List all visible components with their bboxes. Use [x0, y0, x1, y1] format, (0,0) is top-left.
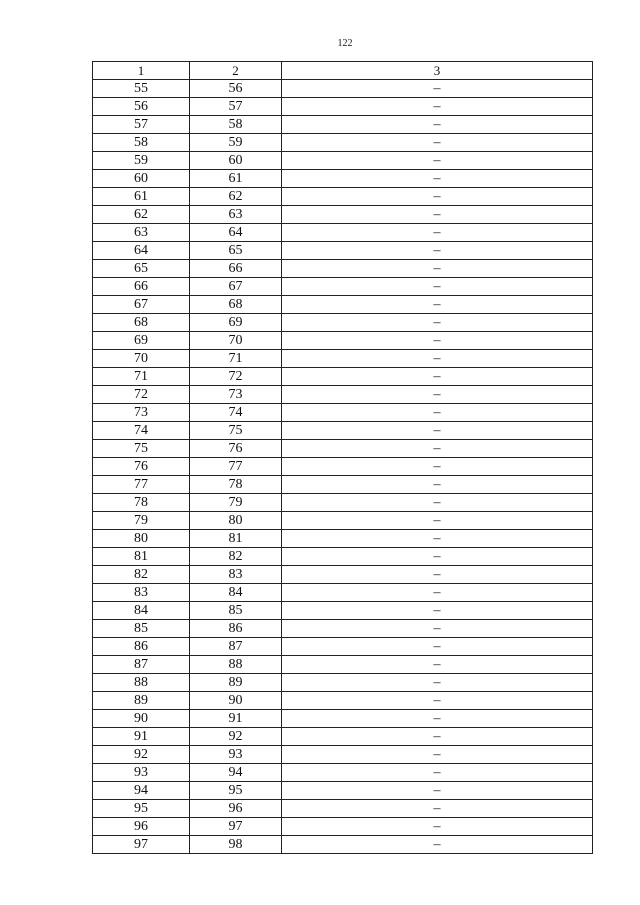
table-cell-col-3: – — [282, 224, 593, 242]
table-cell-col-3: – — [282, 458, 593, 476]
table-row — [93, 548, 593, 566]
table-cell-col-1: 79 — [93, 512, 190, 530]
table-cell-col-3: – — [282, 440, 593, 458]
table-row — [93, 188, 593, 206]
table-row — [93, 170, 593, 188]
table-row — [93, 458, 593, 476]
table-cell-col-1: 71 — [93, 368, 190, 386]
column-header-1: 1 — [93, 62, 190, 80]
table-cell-col-2: 93 — [190, 746, 282, 764]
table-row — [93, 368, 593, 386]
table-cell-col-2: 76 — [190, 440, 282, 458]
table-row — [93, 674, 593, 692]
table-cell-col-1: 96 — [93, 818, 190, 836]
table-cell-col-2: 90 — [190, 692, 282, 710]
table-cell-col-3: – — [282, 764, 593, 782]
table-cell-col-1: 89 — [93, 692, 190, 710]
table-row — [93, 260, 593, 278]
table-row — [93, 836, 593, 854]
page-number: 122 — [337, 38, 353, 49]
table-cell-col-2: 73 — [190, 386, 282, 404]
table-cell-col-1: 93 — [93, 764, 190, 782]
table-cell-col-3: – — [282, 98, 593, 116]
table-cell-col-1: 80 — [93, 530, 190, 548]
table-row — [93, 638, 593, 656]
table-cell-col-3: – — [282, 80, 593, 98]
table-row — [93, 800, 593, 818]
table-row — [93, 782, 593, 800]
table-body — [93, 80, 593, 854]
table-cell-col-3: – — [282, 386, 593, 404]
table-row — [93, 710, 593, 728]
table-row — [93, 332, 593, 350]
table-cell-col-3: – — [282, 782, 593, 800]
table-row — [93, 80, 593, 98]
table-cell-col-3: – — [282, 674, 593, 692]
table-cell-col-1: 56 — [93, 98, 190, 116]
table-cell-col-1: 64 — [93, 242, 190, 260]
table-cell-col-2: 82 — [190, 548, 282, 566]
table-cell-col-1: 95 — [93, 800, 190, 818]
table-cell-col-2: 81 — [190, 530, 282, 548]
table-cell-col-2: 59 — [190, 134, 282, 152]
table-row — [93, 530, 593, 548]
table-cell-col-1: 60 — [93, 170, 190, 188]
table-cell-col-1: 81 — [93, 548, 190, 566]
table-row — [93, 746, 593, 764]
table-row — [93, 728, 593, 746]
table-cell-col-3: – — [282, 206, 593, 224]
table-cell-col-3: – — [282, 170, 593, 188]
table-cell-col-3: – — [282, 476, 593, 494]
table-row — [93, 818, 593, 836]
table-row — [93, 206, 593, 224]
table-cell-col-3: – — [282, 602, 593, 620]
table-cell-col-1: 92 — [93, 746, 190, 764]
table-cell-col-1: 68 — [93, 314, 190, 332]
table-row — [93, 512, 593, 530]
header-row — [93, 62, 593, 80]
table-cell-col-1: 74 — [93, 422, 190, 440]
table-cell-col-2: 84 — [190, 584, 282, 602]
table-cell-col-3: – — [282, 188, 593, 206]
table-row — [93, 134, 593, 152]
table-cell-col-3: – — [282, 296, 593, 314]
table-cell-col-2: 66 — [190, 260, 282, 278]
table-cell-col-2: 78 — [190, 476, 282, 494]
table-row — [93, 278, 593, 296]
table-cell-col-2: 97 — [190, 818, 282, 836]
table-cell-col-3: – — [282, 242, 593, 260]
table-cell-col-2: 89 — [190, 674, 282, 692]
table-cell-col-2: 80 — [190, 512, 282, 530]
table-cell-col-2: 85 — [190, 602, 282, 620]
table-cell-col-1: 87 — [93, 656, 190, 674]
table-cell-col-3: – — [282, 368, 593, 386]
table-cell-col-3: – — [282, 530, 593, 548]
table-cell-col-3: – — [282, 836, 593, 854]
table-cell-col-3: – — [282, 728, 593, 746]
data-table — [92, 61, 593, 854]
table-cell-col-2: 94 — [190, 764, 282, 782]
table-row — [93, 224, 593, 242]
table-cell-col-3: – — [282, 584, 593, 602]
table-cell-col-2: 98 — [190, 836, 282, 854]
table-cell-col-2: 79 — [190, 494, 282, 512]
table-row — [93, 386, 593, 404]
table-cell-col-3: – — [282, 656, 593, 674]
table-cell-col-1: 75 — [93, 440, 190, 458]
table-cell-col-2: 61 — [190, 170, 282, 188]
table-cell-col-1: 77 — [93, 476, 190, 494]
table-cell-col-1: 59 — [93, 152, 190, 170]
table-cell-col-2: 67 — [190, 278, 282, 296]
table-cell-col-3: – — [282, 278, 593, 296]
table-cell-col-1: 66 — [93, 278, 190, 296]
table-cell-col-1: 94 — [93, 782, 190, 800]
table-row — [93, 764, 593, 782]
table-row — [93, 440, 593, 458]
table-cell-col-1: 69 — [93, 332, 190, 350]
table-row — [93, 116, 593, 134]
table-cell-col-1: 61 — [93, 188, 190, 206]
table-cell-col-1: 97 — [93, 836, 190, 854]
table-cell-col-3: – — [282, 818, 593, 836]
table-cell-col-3: – — [282, 638, 593, 656]
table-cell-col-1: 86 — [93, 638, 190, 656]
table-cell-col-3: – — [282, 692, 593, 710]
column-header-3: 3 — [282, 62, 593, 80]
column-header-2: 2 — [190, 62, 282, 80]
table-cell-col-3: – — [282, 548, 593, 566]
table-cell-col-2: 58 — [190, 116, 282, 134]
table-cell-col-1: 82 — [93, 566, 190, 584]
table-cell-col-3: – — [282, 404, 593, 422]
table-cell-col-3: – — [282, 314, 593, 332]
table-cell-col-1: 83 — [93, 584, 190, 602]
table-cell-col-3: – — [282, 350, 593, 368]
table-cell-col-1: 88 — [93, 674, 190, 692]
table-row — [93, 620, 593, 638]
table-cell-col-1: 90 — [93, 710, 190, 728]
table-row — [93, 98, 593, 116]
table-row — [93, 656, 593, 674]
table-cell-col-1: 78 — [93, 494, 190, 512]
table-cell-col-1: 73 — [93, 404, 190, 422]
table-cell-col-2: 83 — [190, 566, 282, 584]
table-cell-col-2: 65 — [190, 242, 282, 260]
table-row — [93, 242, 593, 260]
table-row — [93, 404, 593, 422]
table-cell-col-3: – — [282, 620, 593, 638]
table-cell-col-3: – — [282, 494, 593, 512]
table-cell-col-2: 64 — [190, 224, 282, 242]
table-cell-col-1: 85 — [93, 620, 190, 638]
table-cell-col-1: 58 — [93, 134, 190, 152]
table-cell-col-1: 55 — [93, 80, 190, 98]
table-cell-col-2: 92 — [190, 728, 282, 746]
table-row — [93, 476, 593, 494]
table-cell-col-1: 63 — [93, 224, 190, 242]
table-cell-col-2: 63 — [190, 206, 282, 224]
table-cell-col-2: 57 — [190, 98, 282, 116]
table-cell-col-3: – — [282, 260, 593, 278]
table-cell-col-3: – — [282, 710, 593, 728]
table-cell-col-1: 62 — [93, 206, 190, 224]
table-cell-col-3: – — [282, 152, 593, 170]
table-cell-col-2: 88 — [190, 656, 282, 674]
table-cell-col-3: – — [282, 512, 593, 530]
table-cell-col-1: 72 — [93, 386, 190, 404]
table-cell-col-3: – — [282, 116, 593, 134]
table-cell-col-1: 84 — [93, 602, 190, 620]
table-row — [93, 350, 593, 368]
table-cell-col-2: 75 — [190, 422, 282, 440]
table-row — [93, 152, 593, 170]
table-cell-col-2: 96 — [190, 800, 282, 818]
table-cell-col-1: 70 — [93, 350, 190, 368]
table-cell-col-2: 60 — [190, 152, 282, 170]
table-cell-col-2: 72 — [190, 368, 282, 386]
table-cell-col-2: 87 — [190, 638, 282, 656]
table-cell-col-1: 76 — [93, 458, 190, 476]
table-cell-col-3: – — [282, 746, 593, 764]
table-cell-col-2: 86 — [190, 620, 282, 638]
table-cell-col-1: 67 — [93, 296, 190, 314]
table-row — [93, 314, 593, 332]
table-cell-col-2: 62 — [190, 188, 282, 206]
table-header — [93, 62, 593, 80]
table-cell-col-3: – — [282, 134, 593, 152]
table-cell-col-3: – — [282, 422, 593, 440]
table-cell-col-2: 70 — [190, 332, 282, 350]
table-cell-col-2: 74 — [190, 404, 282, 422]
table-row — [93, 692, 593, 710]
table-cell-col-1: 91 — [93, 728, 190, 746]
table-row — [93, 584, 593, 602]
table-cell-col-2: 95 — [190, 782, 282, 800]
table-cell-col-1: 65 — [93, 260, 190, 278]
table-cell-col-2: 56 — [190, 80, 282, 98]
table-cell-col-2: 77 — [190, 458, 282, 476]
table-cell-col-3: – — [282, 800, 593, 818]
table-row — [93, 566, 593, 584]
table-row — [93, 602, 593, 620]
table-cell-col-2: 91 — [190, 710, 282, 728]
table-cell-col-2: 68 — [190, 296, 282, 314]
table-cell-col-2: 71 — [190, 350, 282, 368]
table-cell-col-2: 69 — [190, 314, 282, 332]
table-row — [93, 422, 593, 440]
table-row — [93, 494, 593, 512]
table-cell-col-3: – — [282, 332, 593, 350]
table-row — [93, 296, 593, 314]
table-cell-col-1: 57 — [93, 116, 190, 134]
table-cell-col-3: – — [282, 566, 593, 584]
